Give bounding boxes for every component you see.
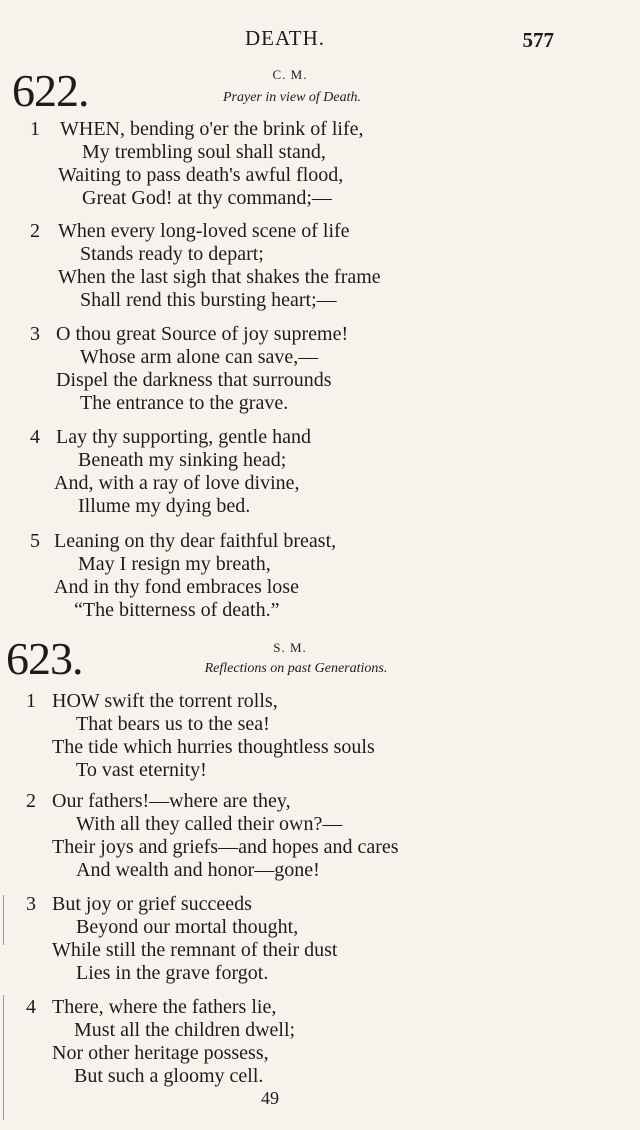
verse-line: HOW swift the torrent rolls, <box>52 690 278 712</box>
verse-line: “The bitterness of death.” <box>74 599 280 621</box>
stanza-number: 3 <box>30 323 40 345</box>
verse-line: May I resign my breath, <box>78 553 271 575</box>
verse-line: There, where the fathers lie, <box>52 996 277 1018</box>
verse-line: Lay thy supporting, gentle hand <box>56 426 311 448</box>
verse-line: And, with a ray of love divine, <box>54 472 300 494</box>
verse-line: Lies in the grave forgot. <box>76 962 269 984</box>
verse-line: Shall rend this bursting heart;— <box>80 289 337 311</box>
verse-line: O thou great Source of joy supreme! <box>56 323 349 345</box>
verse-line: With all they called their own?— <box>76 813 343 835</box>
stanza-number: 4 <box>30 426 40 448</box>
verse-line: Waiting to pass death's awful flood, <box>58 164 344 186</box>
verse-line: And in thy fond embraces lose <box>54 576 299 598</box>
hymn-number: 623. <box>6 633 83 684</box>
hymn-meter: C. M. <box>272 67 308 82</box>
stanza-number: 4 <box>26 996 36 1018</box>
verse-line: Great God! at thy command;— <box>82 187 332 209</box>
verse-line: Must all the children dwell; <box>74 1019 296 1041</box>
verse-line: Illume my dying bed. <box>78 495 251 517</box>
verse-line: But such a gloomy cell. <box>74 1065 264 1087</box>
hymn-number: 622. <box>12 65 89 116</box>
verse-line: Stands ready to depart; <box>80 243 264 265</box>
verse-line: When every long-loved scene of life <box>58 220 350 242</box>
hymn-subtitle: Prayer in view of Death. <box>222 90 362 105</box>
verse-line: And wealth and honor—gone! <box>76 859 320 881</box>
stanza-number: 3 <box>26 893 36 915</box>
verse-line: Beyond our mortal thought, <box>76 916 299 938</box>
stanza-number: 1 <box>26 690 36 712</box>
verse-line: Their joys and griefs—and hopes and cares <box>52 836 399 858</box>
hymn-meter: S. M. <box>273 640 307 655</box>
verse-line: When the last sigh that shakes the frame <box>58 266 381 288</box>
stanza-number: 2 <box>30 220 40 242</box>
signature-mark: 49 <box>261 1088 279 1108</box>
verse-line: Leaning on thy dear faithful breast, <box>54 530 337 552</box>
verse-line: Nor other heritage possess, <box>52 1042 269 1064</box>
verse-line: Dispel the darkness that surrounds <box>56 369 332 391</box>
verse-line: While still the remnant of their dust <box>52 939 338 961</box>
running-head: DEATH. <box>244 26 326 50</box>
binding-edge <box>3 895 4 945</box>
verse-line: Beneath my sinking head; <box>78 449 287 471</box>
verse-line: To vast eternity! <box>76 759 207 781</box>
verse-line: My trembling soul shall stand, <box>82 141 326 163</box>
stanza-number: 2 <box>26 790 36 812</box>
verse-line: That bears us to the sea! <box>76 713 270 735</box>
page-number: 577 <box>522 28 554 52</box>
verse-line: Whose arm alone can save,— <box>80 346 319 368</box>
verse-line: WHEN, bending o'er the brink of life, <box>60 118 364 140</box>
stanza-number: 1 <box>30 118 40 140</box>
stanza-number: 5 <box>30 530 40 552</box>
hymn-subtitle: Reflections on past Generations. <box>204 661 388 676</box>
verse-line: The tide which hurries thoughtless souls <box>52 736 375 758</box>
verse-line: But joy or grief succeeds <box>52 893 252 915</box>
verse-line: Our fathers!—where are they, <box>52 790 291 812</box>
verse-line: The entrance to the grave. <box>80 392 289 414</box>
